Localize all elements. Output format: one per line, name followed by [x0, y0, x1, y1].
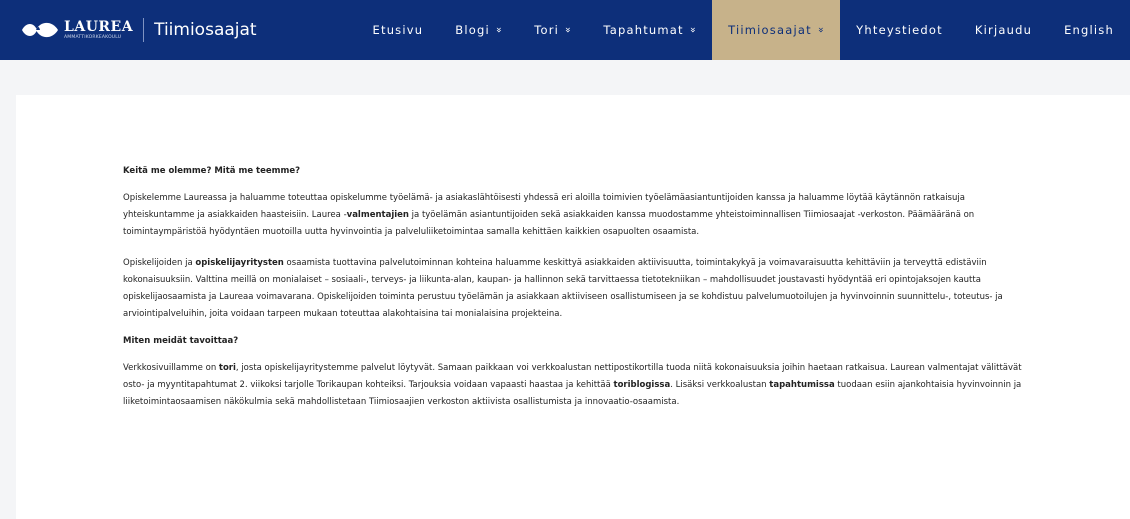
chevron-down-icon: » — [562, 26, 574, 34]
site-title[interactable]: Tiimiosaajat — [154, 20, 257, 40]
link-toriblogissa[interactable]: toriblogissa — [613, 380, 671, 390]
nav-label: Kirjaudu — [974, 23, 1033, 37]
link-tapahtumissa[interactable]: tapahtumissa — [769, 380, 835, 390]
bold-valmentajien: valmentajien — [346, 210, 409, 220]
nav-label: Blogi — [455, 23, 490, 37]
text-span: . Lisäksi verkkoalustan — [670, 380, 770, 390]
text-span: osaamista tuottavina palvelutoiminnan kohteina haluamme keskittyä asiakkaiden aktiivisuutta, toimintakykyä ja voimavaraisuutta kehittäviin ja terveyttä edistäviin kokonaisuuksiin. Valttina meillä on monialaiset – sosiaali-, terveys- ja liikunta-alan, kaupan- ja hallinnon sekä tarvittaessa tietotekniikan – mahdollisuudet joustavasti hyödyntää eri opintojaksojen kautta opiskelijaosaamista ja Laureaa voimavarana. Opiskelijoiden toiminta perustuu työelämän ja asiakkaan aktiiviseen osallistumiseen ja se kohdistuu palvelumuotoilujen ja hyvinvoinnin suunnittelu-, toteutus- ja arviointipalveluihin, joita voidaan tarpeen mukaan toteuttaa alakohtaisina tai monialaisina projekteina. — [123, 258, 1003, 319]
text-span: Opiskelemme Laureassa ja haluamme toteuttaa opiskelumme työelämä- ja asiakaslähtöisesti yhdessä eri aloilla toimivien työelämäasiantuntijoiden kanssa ja haluamme löytää käytännön ratkaisuja yhteiskuntamme ja asiakkaiden haasteisiin. Laurea - — [123, 193, 965, 220]
nav-item-tori[interactable] — [518, 0, 587, 60]
nav-label: Tori — [534, 23, 560, 37]
nav-item-tiimiosaajat[interactable] — [712, 0, 840, 60]
nav-item-english[interactable] — [1048, 0, 1130, 60]
text-span: ja työelämän asiantuntijoiden sekä asiakkaiden kanssa muodostamme yhteistoiminnallisen Tiimiosaajat -verkoston. Päämääränä on toimintaympäristöä hyödyntäen muotoilla uutta hyvinvointia ja palveluliiketoimintaa samalla kehittäen kaikkien osapuolten osaamista. — [123, 210, 975, 237]
main-nav — [357, 0, 1130, 60]
paragraph-intro — [123, 190, 1028, 241]
brand-divider — [143, 18, 144, 42]
nav-label: Etusivu — [372, 23, 424, 37]
logo-sub-text: AMMATTIKORKEAKOULU — [64, 34, 122, 40]
content-card — [16, 95, 1130, 519]
link-tori[interactable]: tori — [218, 363, 236, 373]
paragraph-services — [123, 255, 1028, 323]
text-span: , josta opiskelijayritystemme palvelut löytyvät. Samaan paikkaan voi verkkoalustan nettipostikortilla tuoda niitä kokonaisuuksia joihin haetaan ratkaisua. Laurean valmentajat välittävät osto- ja myyntitapahtumat 2. viikoksi tarjolle Torikaupan kohteiksi. Tarjouksia voidaan vapaasti haastaa ja kehittää — [123, 363, 1022, 390]
nav-item-tapahtumat[interactable] — [587, 0, 712, 60]
nav-label: Tapahtumat — [603, 23, 684, 37]
nav-item-blogi[interactable] — [439, 0, 518, 60]
nav-label: Tiimiosaajat — [728, 23, 812, 37]
logo-main-text: LAUREA — [64, 18, 134, 35]
text-span: tuodaan esiin ajankohtaisia hyvinvoinnin ja liiketoimintaosaamisen näkökulmia sekä mahdollistetaan Tiimiosaajien verkoston aktiivista osallistumista ja innovaatio-osaamista. — [123, 380, 1022, 407]
nav-item-etusivu[interactable] — [357, 0, 440, 60]
article-body — [123, 163, 1028, 411]
bold-opiskelijayritysten: opiskelijayritysten — [195, 258, 284, 268]
nav-item-yhteystiedot[interactable] — [840, 0, 959, 60]
nav-label: Yhteystiedot — [856, 23, 943, 37]
chevron-down-icon: » — [686, 26, 698, 34]
chevron-down-icon: » — [814, 26, 826, 34]
laurea-logo-icon — [20, 17, 60, 43]
brand[interactable] — [0, 0, 257, 60]
paragraph-contact — [123, 360, 1028, 411]
nav-label: English — [1064, 23, 1114, 37]
text-span: Verkkosivuillamme on — [123, 363, 219, 373]
heading-how-to-reach: Miten meidät tavoittaa? — [123, 336, 239, 346]
logo-text — [64, 20, 133, 41]
text-span: Opiskelijoiden ja — [123, 258, 196, 268]
heading-who-we-are: Keitä me olemme? Mitä me teemme? — [123, 166, 301, 176]
chevron-down-icon: » — [493, 26, 505, 34]
top-navbar — [0, 0, 1130, 60]
nav-item-kirjaudu[interactable] — [959, 0, 1048, 60]
